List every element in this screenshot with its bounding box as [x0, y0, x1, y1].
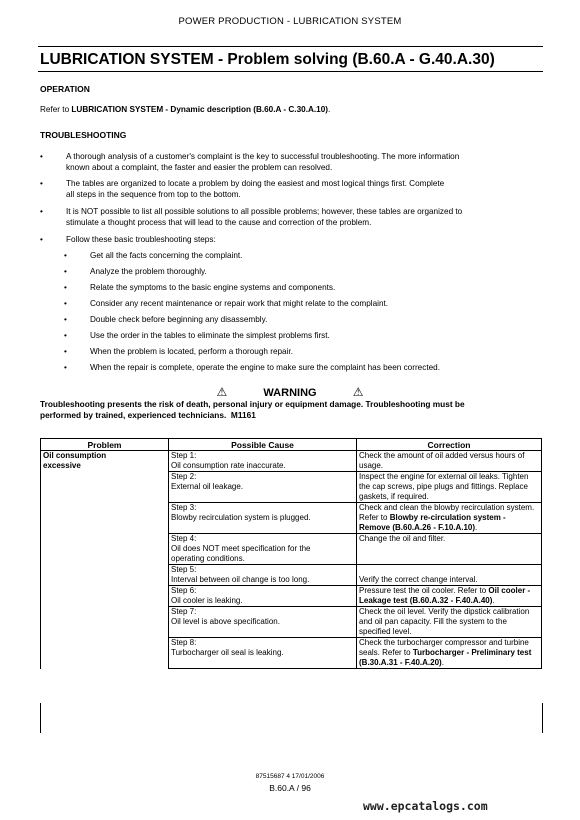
cause-cell: Step 2: External oil leakage.	[169, 472, 357, 503]
column-header-correction: Correction	[357, 439, 542, 451]
page-number: B.60.A / 96	[269, 783, 311, 793]
document-reference: 87515687 4 17/01/2006	[255, 773, 325, 780]
bullet-icon: •	[40, 179, 43, 188]
correction-cell: Pressure test the oil cooler. Refer to Oil cooler - Leakage test (B.60.A.32 - F.40.A.40).	[357, 586, 542, 607]
bullet-icon: •	[64, 283, 67, 292]
correction-cell: Check the oil level. Verify the dipstick calibration and oil pan capacity. Fill the system to the specified level.	[357, 607, 542, 638]
bullet-icon: •	[40, 235, 43, 244]
cause-cell: Step 5: Interval between oil change is too long.	[169, 565, 357, 586]
bullet-icon: •	[40, 207, 43, 216]
correction-cell: Verify the correct change interval.	[357, 565, 542, 586]
column-header-cause: Possible Cause	[169, 439, 357, 451]
bullet-icon: •	[64, 251, 67, 260]
operation-heading: OPERATION	[40, 84, 90, 94]
cross-reference: Oil cooler - Leakage test (B.60.A.32 - F.40.A.40)	[359, 586, 531, 605]
title-rule-bottom	[38, 71, 543, 72]
column-header-problem: Problem	[41, 439, 169, 451]
cause-cell: Step 1: Oil consumption rate inaccurate.	[169, 451, 357, 472]
warning-heading	[0, 385, 580, 399]
list-item: • Follow these basic troubleshooting steps:	[40, 235, 216, 244]
list-item: • It is NOT possible to list all possible solutions to all possible problems; however, these tables are organized to stimulate a thought process that will lead to the cause and correction of the problem.	[40, 207, 463, 227]
cause-cell: Step 6: Oil cooler is leaking.	[169, 586, 357, 607]
bullet-icon: •	[64, 299, 67, 308]
warning-text: Troubleshooting presents the risk of death, personal injury or equipment damage. Troubleshooting must be performed by trained, experienced technicians. M1161	[40, 399, 465, 420]
operation-reference: LUBRICATION SYSTEM - Dynamic description (B.60.A - C.30.A.10)	[71, 105, 328, 114]
cause-cell: Step 3: Blowby recirculation system is plugged.	[169, 503, 357, 534]
table-continuation-line	[542, 703, 543, 733]
cause-cell: Step 7: Oil level is above specification.	[169, 607, 357, 638]
troubleshooting-table	[40, 438, 542, 669]
sub-list-item: • Double check before beginning any disassembly.	[64, 315, 268, 324]
sub-list-item: • Relate the symptoms to the basic engine systems and components.	[64, 283, 336, 292]
title-rule-top	[38, 46, 543, 47]
watermark: www.epcatalogs.com	[363, 799, 488, 813]
page-title: LUBRICATION SYSTEM - Problem solving (B.60.A - G.40.A.30)	[40, 51, 495, 68]
running-head: POWER PRODUCTION - LUBRICATION SYSTEM	[178, 16, 402, 27]
table-row	[41, 451, 542, 472]
table-continuation-line	[40, 703, 41, 733]
warning-code: M1161	[230, 410, 256, 420]
list-item: • The tables are organized to locate a problem by doing the easiest and most logical things first. Complete all steps in the sequence from top to the bottom.	[40, 179, 445, 199]
correction-cell: Check the turbocharger compressor and turbine seals. Refer to Turbocharger - Preliminary test (B.30.A.31 - F.40.A.20).	[357, 638, 542, 669]
cross-reference: Turbocharger - Preliminary test (B.30.A.31 - F.40.A.20)	[359, 648, 532, 667]
sub-list-item: • Analyze the problem thoroughly.	[64, 267, 207, 276]
warning-triangle-icon: ⚠	[352, 385, 364, 399]
bullet-icon: •	[64, 363, 67, 372]
bullet-icon: •	[40, 152, 43, 161]
bullet-icon: •	[64, 315, 67, 324]
cause-cell: Step 8: Turbocharger oil seal is leaking.	[169, 638, 357, 669]
sub-list-item: • When the repair is complete, operate the engine to make sure the complaint has been corrected.	[64, 363, 440, 372]
bullet-icon: •	[64, 331, 67, 340]
warning-triangle-icon: ⚠	[216, 385, 228, 399]
sub-list-item: • Consider any recent maintenance or repair work that might relate to the complaint.	[64, 299, 389, 308]
problem-cell: Oil consumption excessive	[41, 451, 169, 669]
sub-list-item: • Use the order in the tables to eliminate the simplest problems first.	[64, 331, 330, 340]
operation-text: Refer to LUBRICATION SYSTEM - Dynamic description (B.60.A - C.30.A.10).	[40, 105, 331, 114]
table-header-row	[41, 439, 542, 451]
correction-cell: Change the oil and filter.	[357, 534, 542, 565]
troubleshooting-heading: TROUBLESHOOTING	[40, 130, 127, 140]
sub-list-item: • Get all the facts concerning the complaint.	[64, 251, 243, 260]
warning-title: WARNING	[263, 387, 317, 399]
cross-reference: Blowby re-circulation system - Remove (B.60.A.26 - F.10.A.10)	[359, 513, 506, 532]
cause-cell: Step 4: Oil does NOT meet specification for the operating conditions.	[169, 534, 357, 565]
list-item: • A thorough analysis of a customer's complaint is the key to successful troubleshooting. The more information known about a complaint, the faster and easier the problem can resolved.	[40, 152, 460, 172]
sub-list-item: • When the problem is located, perform a thorough repair.	[64, 347, 293, 356]
correction-cell: Inspect the engine for external oil leaks. Tighten the cap screws, pipe plugs and fittings. Replace gaskets, if required.	[357, 472, 542, 503]
correction-cell: Check and clean the blowby recirculation system. Refer to Blowby re-circulation system - Remove (B.60.A.26 - F.10.A.10).	[357, 503, 542, 534]
correction-cell: Check the amount of oil added versus hours of usage.	[357, 451, 542, 472]
bullet-icon: •	[64, 347, 67, 356]
bullet-icon: •	[64, 267, 67, 276]
